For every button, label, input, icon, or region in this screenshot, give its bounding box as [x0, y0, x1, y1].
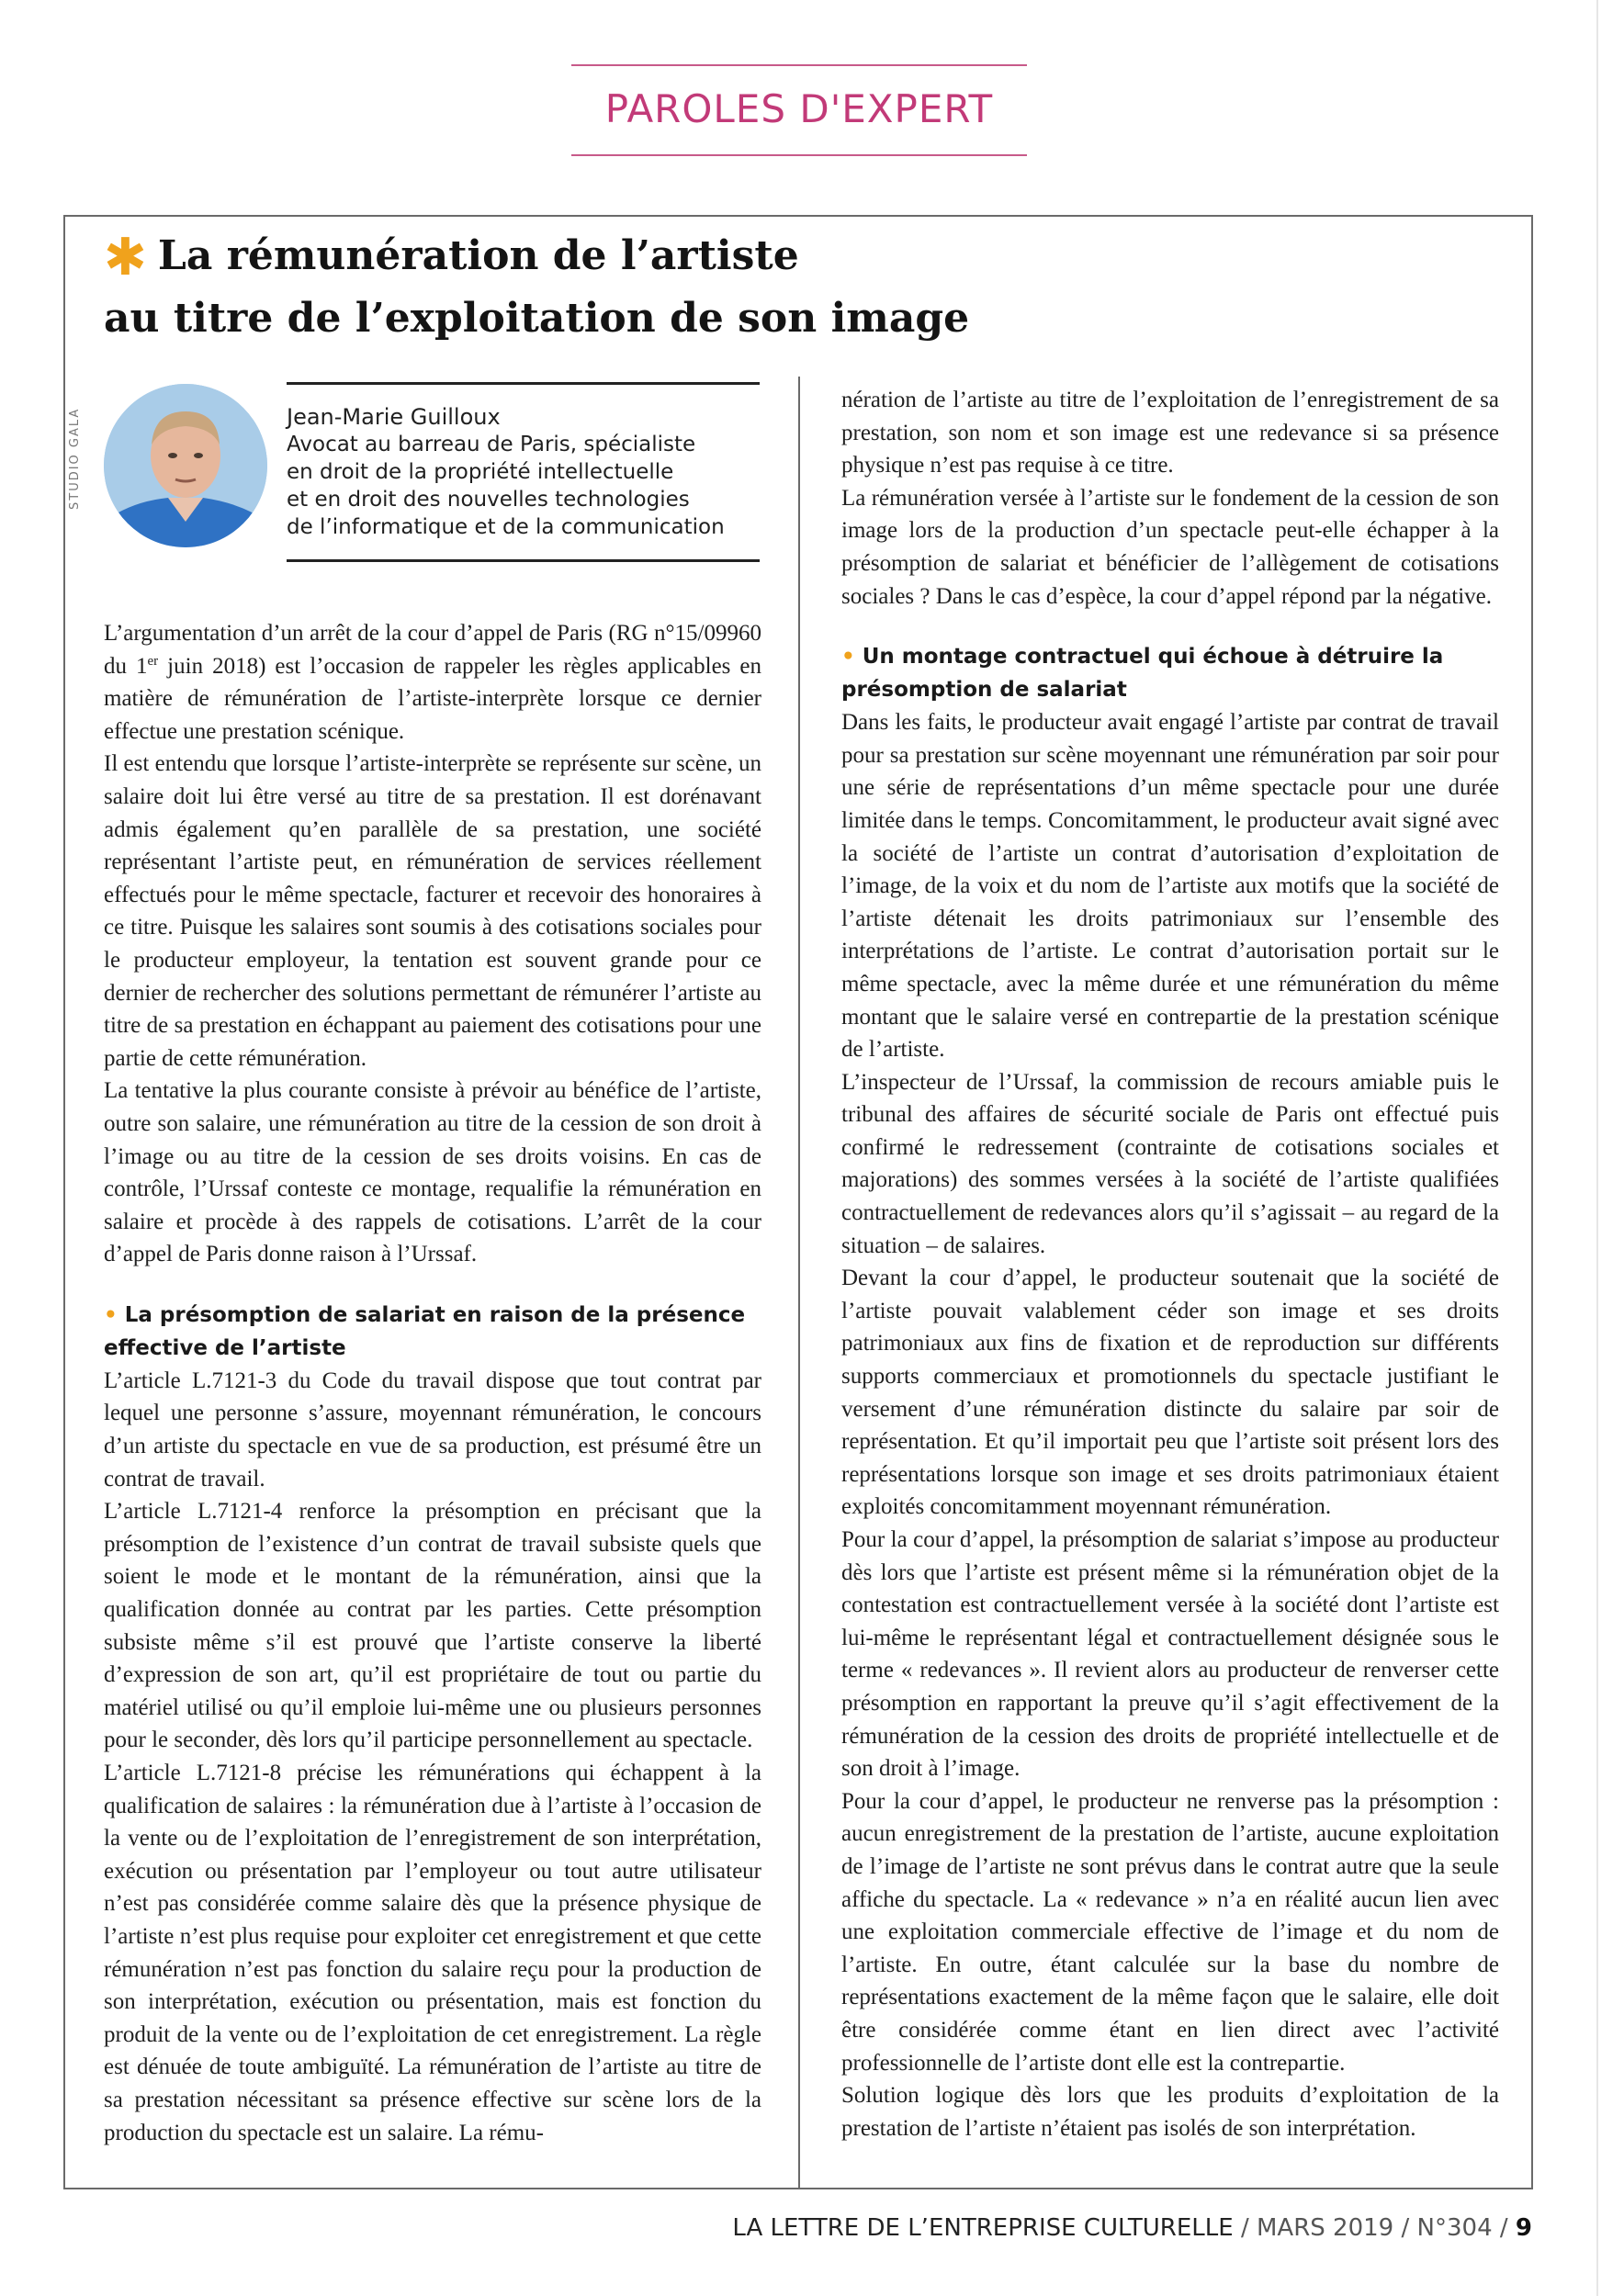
page-binding-edge: [1596, 0, 1598, 2296]
paragraph: nération de l’artiste au titre de l’exploitation de l’enregistrement de sa prestation, son nom et son image est une redevance si sa présence physique n’est pas requise à ce titre.: [841, 388, 1499, 478]
issue-number: N°304: [1416, 2214, 1493, 2242]
paragraph: Dans les faits, le producteur avait engagé l’artiste par contrat de travail pour sa prestation sur scène moyennant une rémunération par soir pour une série de représentations d’un même spectacle pour une durée limitée dans le temps. Concomitamment, le producteur avait signé avec la société de l’artiste un contrat d’autorisation d’exploitation de l’image, de la voix et du nom de l’artiste aux motifs que la société de l’artiste détenait les droits patrimoniaux sur l’ensemble des interprétations de l’artiste. Le contrat d’autorisation portait sur le même spectacle, avec la même durée et une rémunération du même montant que le salaire versé en contrepartie de la prestation scénique de l’artiste.: [841, 710, 1499, 1063]
subheading-text: Un montage contractuel qui échoue à détruire la présomption de salariat: [841, 645, 1444, 703]
subheading-text: La présomption de salariat en raison de la présence effective de l’artiste: [104, 1302, 746, 1360]
section-header-rule-top: [571, 64, 1027, 66]
section-header-rule-bottom: [571, 154, 1027, 156]
footer-separator: /: [1233, 2214, 1257, 2242]
subheading: [841, 640, 1499, 706]
subheading: [104, 1299, 761, 1365]
issue-date: MARS 2019: [1257, 2214, 1394, 2242]
publication-name: LA LETTRE DE L’ENTREPRISE CULTURELLE: [732, 2214, 1234, 2242]
paragraph: L’article L.7121-3 du Code du travail dispose que tout contrat par lequel une personne s’assure, moyennant rémunération, le concours d’un artiste du spectacle en vue de sa production, est présumé être un contrat de travail.: [104, 1367, 761, 1491]
author-box: [287, 382, 760, 562]
author-bio-line: en droit de la propriété intellectuelle: [287, 460, 674, 484]
paragraph: La rémunération versée à l’artiste sur le fondement de la cession de son image lors de la production d’un spectacle peut-elle échapper à la présomption de salariat et bénéficier de l’allègement de cotisations sociales ? Dans le cas d’espèce, la cour d’appel répond par la négative.: [841, 485, 1499, 609]
page-number: 9: [1515, 2214, 1532, 2242]
superscript: er: [147, 653, 159, 669]
paragraph: [104, 617, 761, 748]
paragraph: Solution logique dès lors que les produits d’exploitation de la prestation de l’artiste n’étaient pas isolés de son interprétation.: [841, 2083, 1499, 2141]
author-name: Jean-Marie Guilloux: [287, 404, 501, 430]
page-footer: [732, 2214, 1532, 2242]
paragraph-text: juin 2018) est l’occasion de rappeler les règles applicables en matière de rémunération de l’artiste-interprète lorsque ce dernier effectue une prestation scénique.: [104, 653, 761, 744]
footer-separator: /: [1492, 2214, 1516, 2242]
author-bio-line: de l’informatique et de la communication: [287, 515, 725, 539]
section-header: [571, 64, 1027, 156]
article-title-line2: au titre de l’exploitation de son image: [104, 295, 970, 342]
paragraph: Pour la cour d’appel, le producteur ne renverse pas la présomption : aucun enregistrement de la prestation de l’artiste, aucune exploitation de l’image de l’artiste ne sont prévus dans le contrat autre que la seule affiche du spectacle. La « redevance » n’a en réalité aucun lien avec une exploitation commerciale effective de l’image et du nom de l’artiste. En outre, étant calculée sur la base du nombre de représentations exactement de la même façon que le salaire, elle doit être considérée comme étant en lien direct avec l’activité professionnelle de l’artiste dont elle est la contrepartie.: [841, 1788, 1499, 2076]
asterisk-icon: ✱: [104, 228, 147, 287]
paragraph: Pour la cour d’appel, la présomption de salariat s’impose au producteur dès lors que l’artiste est présent même si la rémunération objet de la contestation est contractuellement versée à la société dont l’artiste est lui-même le représentant légal et contractuellement désignée sous le terme « redevances ». Il revient alors au producteur de renverser cette présomption en rapportant la preuve qu’il s’agit effectivement de la rémunération de la cession des droits de propriété intellectuelle et de son droit à l’image.: [841, 1527, 1499, 1782]
paragraph: Devant la cour d’appel, le producteur soutenait que la société de l’artiste pouvait valablement céder son image et ses droits patrimoniaux aux fins de fixation et de reproduction sur différents supports commerciaux et promotionnels du spectacle justifiant le versement d’une rémunération distincte du salaire par soir de représentation. Et qu’il importait peu que l’artiste soit présent lors des représentations lorsque son image et ses droits patrimoniaux étaient exploités concomitamment moyennant rémunération.: [841, 1266, 1499, 1520]
author-bio-line: Avocat au barreau de Paris, spécialiste: [287, 433, 696, 456]
author-bio-line: et en droit des nouvelles technologies: [287, 488, 690, 512]
paragraph: La tentative la plus courante consiste à prévoir au bénéfice de l’artiste, outre son salaire, une rémunération au titre de la cession de son droit à l’image ou au titre de la cession de ses droits voisins. En cas de contrôle, l’Urssaf conteste ce montage, requalifie la rémunération en salaire et procède à des rappels de cotisations. L’arrêt de la cour d’appel de Paris donne raison à l’Urssaf.: [104, 1078, 761, 1267]
bullet-icon: •: [841, 645, 855, 670]
paragraph-text: L’argumentation d’un arrêt de la cour d’appel de Paris (RG n°15/09960 du 1: [104, 621, 761, 679]
paragraph: L’article L.7121-4 renforce la présomption en précisant que la présomption de l’existence d’un contrat de travail subsiste quels que soient le mode et le montant de la rémunération, ainsi que la qualification donnée au contrat par les parties. Cette présomption subsiste même s’il est prouvé que l’artiste conserve la liberté d’expression de son art, qu’il est propriétaire de tout ou partie du matériel utilisé ou qu’il emploie lui-même une ou plusieurs personnes pour le seconder, dès lors qu’il participe personnellement au spectacle.: [104, 1499, 761, 1753]
article-title-line1: La rémunération de l’artiste: [157, 232, 799, 279]
column-divider: [798, 377, 800, 2189]
bullet-icon: •: [104, 1302, 118, 1327]
paragraph: L’article L.7121-8 précise les rémunérations qui échappent à la qualification de salaires : la rémunération due à l’artiste à l’occasion de la vente ou de l’exploitation de l’enregistrement de son interprétation, exécution ou présentation par l’employeur ou tout autre utilisateur n’est pas considérée comme salaire dès que la présence physique de l’artiste n’est plus requise pour exploiter cet enregistrement et que cette rémunération n’est pas fonction du salaire reçu pour la production de son interprétation, exécution ou présentation, mais est fonction du produit de la vente ou de l’exploitation de cet enregistrement. La règle est dénuée de toute ambiguïté. La rémunération de l’artiste au titre de sa prestation nécessitant sa présence effective sur scène lors de la production du spectacle est un salaire. La rému-: [104, 1761, 761, 2145]
photo-credit: STUDIO GALA: [68, 407, 82, 510]
author-photo: [104, 384, 267, 547]
left-column: [104, 617, 761, 2149]
footer-separator: /: [1393, 2214, 1417, 2242]
right-column: [841, 384, 1499, 2144]
paragraph: L’inspecteur de l’Urssaf, la commission de recours amiable puis le tribunal des affaires de sécurité sociale de Paris ont effectué puis confirmé le redressement (contrainte de cotisations sociales et majorations) des sommes versées à la société de l’artiste qualifiées contractuellement de redevances alors qu’il s’agissait – au regard de la situation – de salaires.: [841, 1069, 1499, 1258]
paragraph: Il est entendu que lorsque l’artiste-interprète se représente sur scène, un salaire doit lui être versé au titre de sa prestation. Il est dorénavant admis également qu’en parallèle de sa prestation, une société représentant l’artiste peut, en rémunération de services réellement effectués pour le même spectacle, facturer et recevoir des honoraires à ce titre. Puisque les salaires sont soumis à des cotisations sociales pour le producteur employeur, la tentation est souvent grande pour ce dernier de rechercher des solutions permettant de rémunérer l’artiste au titre de sa prestation en échappant au paiement des cotisations pour une partie de cette rémunération.: [104, 751, 761, 1071]
author-portrait-icon: [104, 384, 267, 547]
article-title: [104, 226, 1206, 349]
section-label: PAROLES D'EXPERT: [604, 86, 994, 131]
